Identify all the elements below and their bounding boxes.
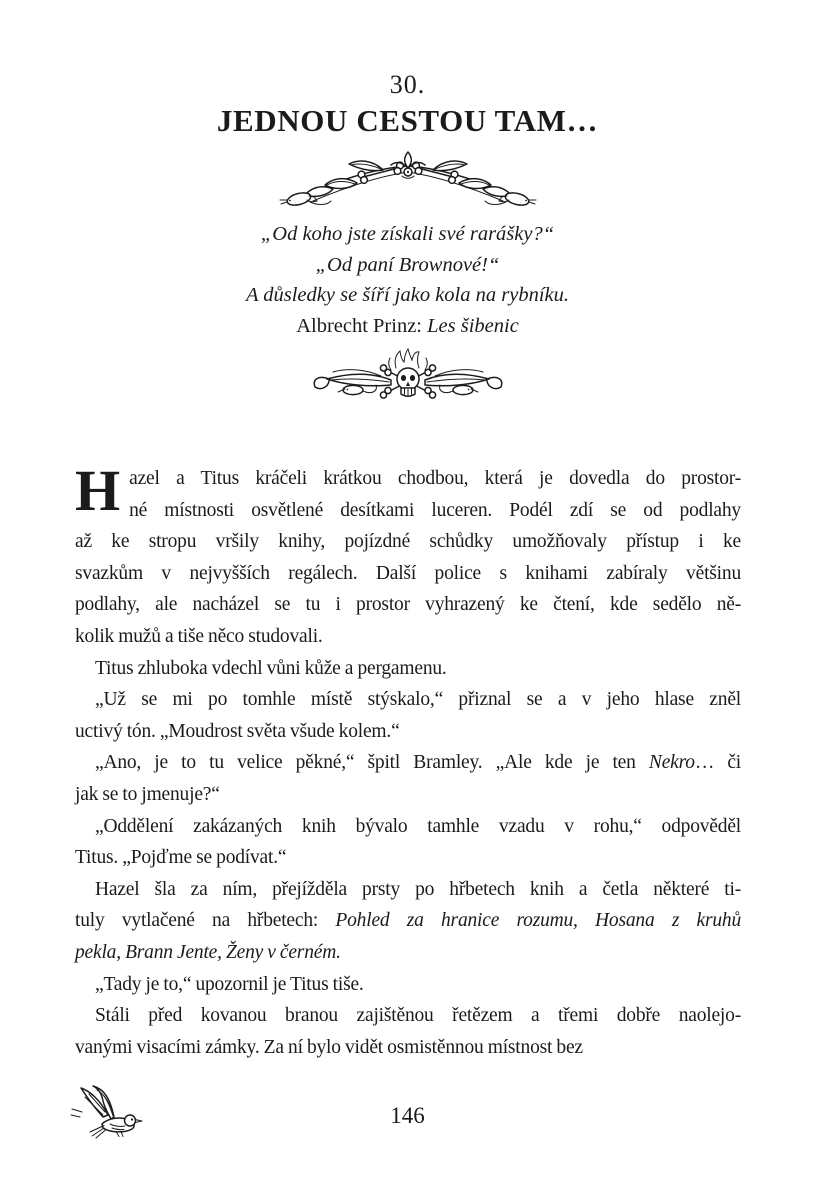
- body-line: [75, 589, 741, 621]
- text-segment: Titus. „Pojďme se podívat.“: [75, 847, 287, 869]
- paragraph: [75, 747, 741, 810]
- body-line: [75, 747, 741, 779]
- paragraph: [75, 969, 741, 1001]
- epigraph-attribution: [0, 311, 815, 342]
- body-line: [75, 811, 741, 843]
- body-line: [75, 874, 741, 906]
- text-segment: až ke stropu vršily knihy, pojízdné schůdky umožňovaly přístup i ke: [75, 531, 741, 553]
- page-number: 146: [390, 1103, 425, 1128]
- text-segment: azel a Titus kráčeli krátkou chodbou, která je dovedla do prostor-: [129, 468, 741, 489]
- body-line: [75, 495, 741, 527]
- paragraph: [75, 653, 741, 685]
- epigraph-line: „Od koho jste získali své rarášky?“: [260, 223, 555, 245]
- text-segment: „Už se mi po tomhle místě stýskalo,“ přiznal se a v jeho hlase zněl: [95, 689, 741, 711]
- epigraph: [0, 219, 815, 341]
- body-text: [75, 458, 742, 1063]
- paragraph: [75, 811, 741, 874]
- italic-text-segment: Nekro: [648, 752, 695, 774]
- text-segment: Stáli před kovanou branou zajištěnou řetězem a třemi dobře naolejo-: [95, 1005, 741, 1027]
- body-line: [75, 969, 741, 1001]
- body-line: [75, 621, 741, 653]
- body-line: [75, 526, 741, 558]
- text-segment: vanými visacími zámky. Za ní bylo vidět osmistěnnou místnost bez: [75, 1036, 583, 1058]
- italic-text-segment: pekla, Brann Jente, Ženy v černém.: [75, 941, 341, 963]
- text-segment: … či: [694, 752, 741, 774]
- text-segment: podlahy, ale nacházel se tu i prostor vyhrazený ke čtení, kde sedělo ně-: [75, 594, 741, 616]
- epigraph-line: „Od paní Brownové!“: [315, 253, 500, 276]
- text-segment: né místnosti osvětlené desítkami luceren. Podél zdí se od podlahy: [129, 499, 741, 521]
- paragraph: [75, 1000, 741, 1063]
- chapter-title: JEDNOU CESTOU TAM…: [216, 103, 599, 138]
- body-line: [75, 716, 741, 748]
- body-line: [75, 842, 741, 874]
- body-line: [75, 905, 741, 937]
- text-segment: kolik mužů a tiše něco studovali.: [75, 625, 323, 647]
- text-segment: uctivý tón. „Moudrost světa všude kolem.“: [75, 720, 400, 742]
- body-line: [75, 684, 741, 716]
- italic-text-segment: Pohled za hranice rozumu, Hosana z kruhů: [335, 910, 742, 932]
- drop-cap: H: [75, 458, 121, 523]
- paragraph: [75, 684, 741, 747]
- epigraph-work-title: Les šibenic: [427, 314, 519, 337]
- text-segment: „Oddělení zakázaných knih bývalo tamhle vzadu v rohu,“ odpověděl: [95, 815, 741, 837]
- epigraph-line: A důsledky se šíří jako kola na rybníku.: [245, 284, 569, 306]
- chapter-number: 30.: [389, 70, 426, 99]
- text-segment: „Ano, je to tu velice pěkné,“ špitl Bramley. „Ale kde je ten: [95, 752, 649, 774]
- body-line: [75, 463, 741, 495]
- text-segment: jak se to jmenuje?“: [75, 783, 220, 805]
- body-line: [75, 779, 741, 811]
- text-segment: svazkům v nejvyšších regálech. Další police s knihami zabíraly většinu: [75, 562, 741, 584]
- text-segment: „Tady je to,“ upozornil je Titus tiše.: [95, 973, 364, 995]
- body-line: [75, 937, 741, 969]
- paragraph: [75, 874, 741, 969]
- body-line: [75, 1000, 741, 1032]
- body-line: [75, 1032, 741, 1064]
- text-segment: tuly vytlačené na hřbetech:: [75, 910, 336, 932]
- body-line: [75, 558, 741, 590]
- skull-flames-ornament-icon: [279, 348, 537, 410]
- text-segment: Titus zhluboka vdechl vůni kůže a pergamenu.: [95, 657, 447, 679]
- epigraph-author: Albrecht Prinz:: [296, 314, 428, 337]
- paragraph: [75, 458, 741, 653]
- body-line: [75, 653, 741, 685]
- foliage-bones-rats-ornament-icon: [277, 150, 539, 216]
- text-segment: Hazel šla za ním, přejížděla prsty po hřbetech knih a četla některé ti-: [95, 878, 741, 900]
